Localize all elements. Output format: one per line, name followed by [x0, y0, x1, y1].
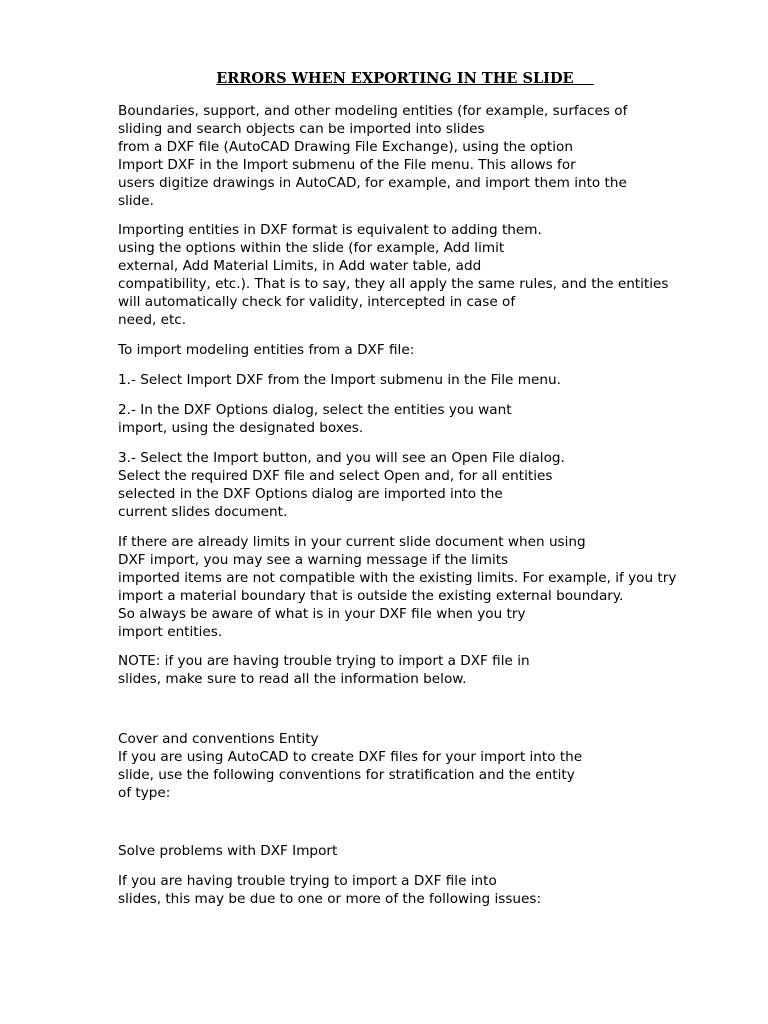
text-line: users digitize drawings in AutoCAD, for example, and import them into the	[118, 175, 627, 191]
text-line: If you are having trouble trying to import a DXF file into	[118, 873, 497, 889]
text-line: So always be aware of what is in your DXF file when you try	[118, 606, 526, 622]
text-line: slide, use the following conventions for stratification and the entity	[118, 767, 575, 783]
text-line: 3.- Select the Import button, and you will see an Open File dialog.	[118, 450, 565, 466]
text-line: If there are already limits in your current slide document when using	[118, 534, 586, 550]
text-line: Boundaries, support, and other modeling entities (for example, surfaces of	[118, 103, 628, 119]
text-line: external, Add Material Limits, in Add water table, add	[118, 258, 482, 274]
paragraph-import-steps-intro	[118, 341, 738, 359]
text-line: Import DXF in the Import submenu of the File menu. This allows for	[118, 157, 576, 173]
text-line: imported items are not compatible with the existing limits. For example, if you try	[118, 570, 677, 586]
text-line: current slides document.	[118, 504, 288, 520]
paragraph-conventions	[118, 730, 738, 802]
text-line: import entities.	[118, 624, 223, 640]
text-line: 1.- Select Import DXF from the Import submenu in the File menu.	[118, 372, 561, 388]
paragraph-dxf-equivalence	[118, 221, 738, 329]
paragraph-step-1	[118, 371, 738, 389]
text-line: sliding and search objects can be imported into slides	[118, 121, 485, 137]
text-line: import a material boundary that is outside the existing external boundary.	[118, 588, 624, 604]
text-line: from a DXF file (AutoCAD Drawing File Exchange), using the option	[118, 139, 573, 155]
section-heading: Cover and conventions Entity	[118, 731, 319, 747]
paragraph-troubleshooting-intro	[118, 872, 738, 908]
paragraph-existing-limits-warning	[118, 533, 738, 641]
text-line: need, etc.	[118, 312, 187, 328]
paragraph-step-2	[118, 401, 738, 437]
text-line: DXF import, you may see a warning message if the limits	[118, 552, 509, 568]
text-line: slides, make sure to read all the information below.	[118, 671, 467, 687]
text-line: slide.	[118, 193, 154, 209]
paragraph-dxf-import-intro	[118, 102, 738, 210]
paragraph-troubleshooting-heading	[118, 842, 738, 860]
text-line: using the options within the slide (for example, Add limit	[118, 240, 505, 256]
text-line: Importing entities in DXF format is equivalent to adding them.	[118, 222, 542, 238]
text-line: compatibility, etc.). That is to say, they all apply the same rules, and the entities	[118, 276, 669, 292]
paragraph-step-3	[118, 449, 738, 521]
section-heading: Solve problems with DXF Import	[118, 843, 338, 859]
document-title: ERRORS WHEN EXPORTING IN THE SLIDE	[216, 70, 594, 87]
text-line: To import modeling entities from a DXF file:	[118, 342, 415, 358]
text-line: 2.- In the DXF Options dialog, select the entities you want	[118, 402, 512, 418]
text-line: selected in the DXF Options dialog are imported into the	[118, 486, 503, 502]
text-line: of type:	[118, 785, 171, 801]
text-line: Select the required DXF file and select Open and, for all entities	[118, 468, 553, 484]
paragraph-note	[118, 652, 738, 688]
text-line: slides, this may be due to one or more of the following issues:	[118, 891, 542, 907]
text-line: will automatically check for validity, intercepted in case of	[118, 294, 516, 310]
text-line: NOTE: if you are having trouble trying to import a DXF file in	[118, 653, 530, 669]
text-line: If you are using AutoCAD to create DXF files for your import into the	[118, 749, 583, 765]
text-line: import, using the designated boxes.	[118, 420, 364, 436]
